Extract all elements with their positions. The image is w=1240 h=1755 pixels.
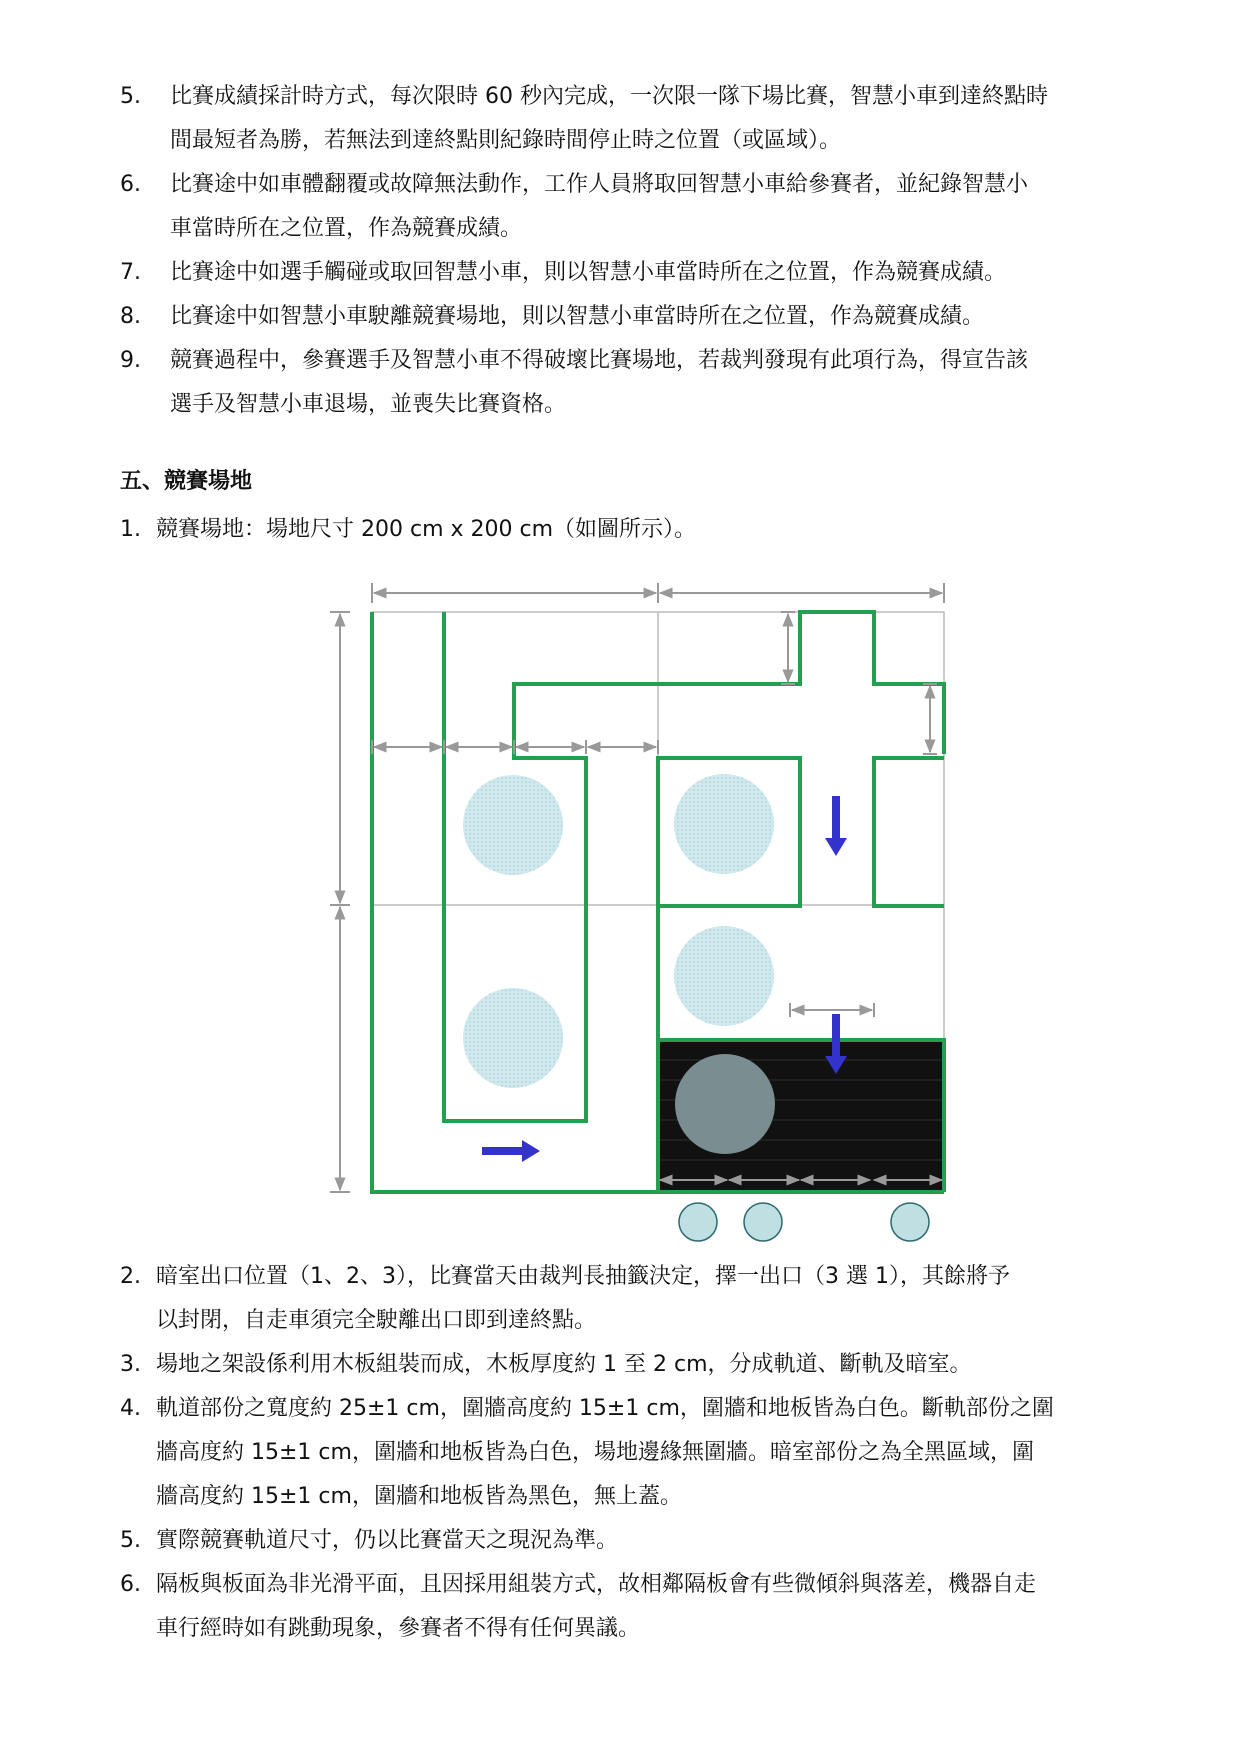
venue-text <box>156 1570 1036 1658</box>
venue-text <box>156 1350 972 1394</box>
venue-text <box>156 1262 1010 1350</box>
venue-diagram <box>326 575 956 1245</box>
rule-text <box>170 346 1028 434</box>
venue-number: 2. <box>120 1264 141 1289</box>
venue-line: 軌道部份之寬度約 25±1 cm，圍牆高度約 15±1 cm，圍牆和地板皆為白色。斷軌部份之圍 <box>156 1396 1054 1421</box>
arrow-down-icon <box>825 796 847 856</box>
venue-line: 車行經時如有跳動現象，參賽者不得有任何異議。 <box>156 1616 641 1641</box>
rule-text <box>170 258 1006 302</box>
rule-line: 間最短者為勝，若無法到達終點則紀錄時間停止時之位置（或區域）。 <box>170 128 842 153</box>
rule-number: 9. <box>120 348 141 373</box>
exit-circle-2 <box>744 1203 782 1241</box>
station-circle-dark <box>675 1054 775 1154</box>
venue-text <box>156 1394 1054 1526</box>
rule-line: 競賽過程中，參賽選手及智慧小車不得破壞比賽場地，若裁判發現有此項行為，得宣告該 <box>170 348 1029 373</box>
venue-number: 6. <box>120 1572 141 1597</box>
rule-number: 6. <box>120 172 141 197</box>
exit-circle-3 <box>891 1203 929 1241</box>
venue-line: 牆高度約 15±1 cm，圍牆和地板皆為白色，場地邊緣無圍牆。暗室部份之為全黑區域，圍 <box>156 1440 1034 1465</box>
venue-line: 實際競賽軌道尺寸，仍以比賽當天之現況為準。 <box>156 1528 619 1553</box>
venue-line: 牆高度約 15±1 cm，圍牆和地板皆為黑色，無上蓋。 <box>156 1484 682 1509</box>
rule-line: 比賽途中如智慧小車駛離競賽場地，則以智慧小車當時所在之位置，作為競賽成績。 <box>170 304 985 329</box>
venue-number: 3. <box>120 1352 141 1377</box>
rule-line: 比賽途中如車體翻覆或故障無法動作，工作人員將取回智慧小車給參賽者，並紀錄智慧小 <box>170 172 1029 197</box>
venue-text <box>156 515 696 559</box>
arrow-right-icon <box>482 1140 540 1162</box>
station-circle <box>463 775 563 875</box>
station-circle <box>674 774 774 874</box>
exit-markers <box>679 1203 929 1241</box>
venue-line: 以封閉，自走車須完全駛離出口即到達終點。 <box>156 1308 597 1333</box>
station-circle <box>674 926 774 1026</box>
rule-text <box>170 302 984 346</box>
venue-number: 5. <box>120 1528 141 1553</box>
rule-line: 比賽途中如選手觸碰或取回智慧小車，則以智慧小車當時所在之位置，作為競賽成績。 <box>170 260 1007 285</box>
rule-text <box>170 82 1048 170</box>
rule-number: 8. <box>120 304 141 329</box>
venue-line: 暗室出口位置（1、2、3），比賽當天由裁判長抽籤決定，擇一出口（3 選 1），其餘將予 <box>156 1264 1010 1289</box>
venue-line: 場地之架設係利用木板組裝而成，木板厚度約 1 至 2 cm，分成軌道、斷軌及暗室。 <box>156 1352 972 1377</box>
venue-text <box>156 1526 618 1570</box>
rule-number: 7. <box>120 260 141 285</box>
section-heading: 五、競賽場地 <box>120 469 253 494</box>
venue-number: 1. <box>120 517 141 542</box>
rule-line: 車當時所在之位置，作為競賽成績。 <box>170 216 523 241</box>
venue-line: 隔板與板面為非光滑平面，且因採用組裝方式，故相鄰隔板會有些微傾斜與落差，機器自走 <box>156 1572 1037 1597</box>
venue-line: 競賽場地：場地尺寸 200 cm x 200 cm（如圖所示）。 <box>156 517 697 542</box>
exit-circle-1 <box>679 1203 717 1241</box>
rule-number: 5. <box>120 84 141 109</box>
venue-number: 4. <box>120 1396 141 1421</box>
station-circle <box>463 988 563 1088</box>
rule-line: 選手及智慧小車退場，並喪失比賽資格。 <box>170 392 567 417</box>
rule-line: 比賽成績採計時方式，每次限時 60 秒內完成，一次限一隊下場比賽，智慧小車到達終點時 <box>170 84 1048 109</box>
rule-text <box>170 170 1028 258</box>
